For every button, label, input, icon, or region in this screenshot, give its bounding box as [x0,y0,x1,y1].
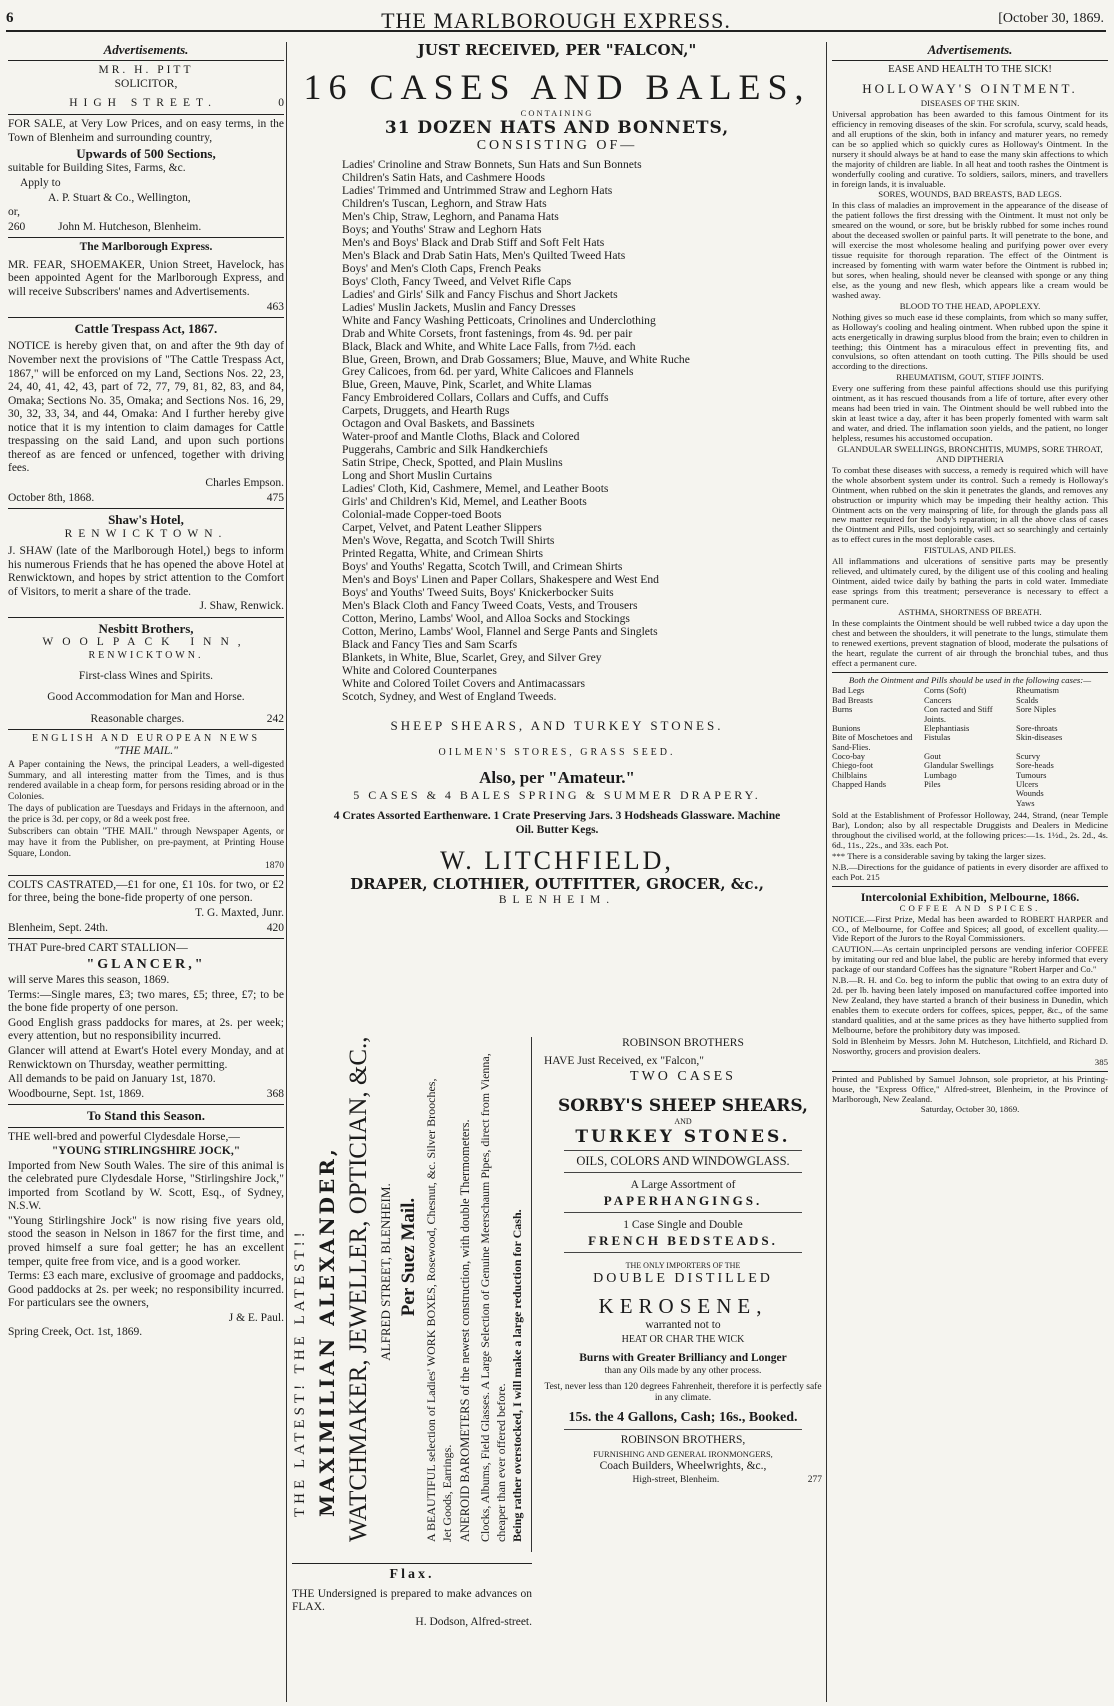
ad-date: October 8th, 1868. [8,491,95,504]
ad-sale [8,118,284,234]
ad-title: Shaw's Hotel, [108,512,184,528]
ad-text: All demands to be paid on January 1st, 1870. [8,1073,216,1086]
goods-item: Boys' and Men's Cloth Caps, French Peaks [342,261,542,275]
goods-item: Ladies' and Girls' Silk and Fancy Fischus and Short Jackets [342,287,618,301]
ad-date: Woodbourne, Sept. 1st, 1869. [8,1087,145,1100]
ad-text: DOUBLE DISTILLED [593,1271,773,1287]
goods-item: Boys' and Youths' Regatta, Scotch Twill, and Crimean Shirts [342,560,623,574]
ad-text: NOTICE.—First Prize, Medal has been awarded to ROBERT HARPER and CO., of Melbourne, for Coffee and Spices; all good, of excellent quality.—Vide Report of the Jurors to the Royal Commissioners. [832,913,1108,944]
ad-signature: Charles Empson. [205,477,284,490]
goods-item: Octagon and Oval Baskets, and Bassinets [342,417,535,431]
ad-text: Good English grass paddocks for mares, at 2s. per week; every attention, but no responsibility incurred. [8,1016,284,1043]
ad-title: KEROSENE, [598,1293,768,1318]
ad-signature: T. G. Maxted, Junr. [195,906,284,919]
ad-text: THE well-bred and powerful Clydesdale Horse,— [8,1130,240,1143]
ailment-item [924,789,1016,798]
ad-text: First-class Wines and Spirits. [78,669,214,682]
ad-text: Imported from New South Wales. The sire of this animal is the celebrated pure Clydesdale Horse, "Stirlingshire Jock," imported from Scotland by W. Scott, Esq., of Sydney, N.S.W. [8,1159,284,1213]
ad-robinson [544,1037,822,1677]
ad-title: Per Suez Mail. [398,1197,419,1317]
ad-subtitle: ASTHMA, SHORTNESS OF BREATH. [898,606,1042,617]
ad-text: AND [674,1116,692,1126]
goods-item: Ladies' Crinoline and Straw Bonnets, Sun Hats and Sun Bonnets [342,157,642,171]
ad-text: HAVE Just Received, ex "Falcon," [544,1054,704,1067]
goods-item: Children's Tuscan, Leghorn, and Straw Hats [342,196,547,210]
ad-title: To Stand this Season. [86,1108,205,1124]
ad-title: Cattle Trespass Act, 1867. [74,321,218,337]
ad-text: MR. FEAR, SHOEMAKER, Union Street, Havelock, has been appointed Agent for the Marlborough Express, and will receive Subscribers' names and Advertisements. [8,258,284,298]
goods-item: Men's and Boys' Linen and Paper Collars, Shakespere and West End [342,573,659,587]
issue-date: [October 30, 1869. [998,11,1104,26]
ad-text: A BEAUTIFUL selection of Ladies' WORK BOXES, Rosewood, Chesnut, &c. Silver Brooches, Jet Goods, Earrings. [424,1078,454,1542]
section-heading: Advertisements. [927,42,1013,57]
ad-number: 242 [266,712,284,725]
ad-glancer [8,942,284,1101]
ad-subtitle: CONTAINING [520,108,594,119]
goods-item: Scotch, Sydney, and West of England Tweeds. [342,690,557,704]
ad-text: The days of publication are Tuesdays and Fridays in the afternoon, and the price is 3d. per copy, or 8d a week post free. [8,804,284,826]
ad-text: N.B.—Directions for the guidance of patients in every disorder are affixed to each Pot. [832,861,1108,882]
ad-text: THE LATEST! THE LATEST!! [292,1228,308,1517]
goods-item: Men's Chip, Straw, Leghorn, and Panama Hats [342,209,559,223]
goods-item: Men's and Boys' Black and Drab Stiff and Soft Felt Hats [342,235,605,249]
ailment-item: Gout [924,750,941,761]
ad-title: ROBINSON BROTHERS [622,1037,744,1049]
ad-text: Apply to [20,177,61,190]
ad-pitt [8,64,284,111]
goods-item: Satin Stripe, Check, Spotted, and Plain Muslins [342,456,563,470]
ad-text: OILMEN'S STORES, GRASS SEED. [438,747,676,759]
ad-signature: J & E. Paul. [228,1311,284,1324]
ailment-item: Sore-throats [1016,722,1058,733]
ad-subtitle: RENWICKTOWN. [88,649,204,661]
goods-item: Men's Black Cloth and Fancy Tweed Coats, Vests, and Trousers [342,599,638,613]
ailment-item: Piles [924,778,941,789]
ad-subtitle: FISTULAS, AND PILES. [924,545,1016,556]
ad-text: FURNISHING AND GENERAL IRONMONGERS, [593,1449,773,1460]
goods-item: Colonial-made Copper-toed Boots [342,508,502,522]
ad-number: 277 [807,1474,822,1485]
ad-text: Sold at the Establishment of Professor Holloway, 244, Strand, (near Temple Bar), London; also by all respectable Druggists and Dealers in Medicine throughout the civilised world, at the following prices:—1s. 1½d., 2s. 2d., 4s. 6d., 11s., 22s., and 33s. each Pot. [832,809,1108,850]
goods-item: Carpets, Druggets, and Hearth Rugs [342,404,510,418]
ad-cattle [8,321,284,505]
ad-text: 4 Crates Assorted Earthenware. 1 Crate Preserving Jars. 3 Hodsheads Glassware. Machine Oil. Butter Kegs. [333,810,781,836]
ad-text: A. P. Stuart & Co., Wellington, [48,191,191,204]
ad-text: suitable for Building Sites, Farms, &c. [8,162,186,175]
ad-subtitle: DISEASES OF THE SKIN. [920,98,1020,109]
ailment-item [924,799,1016,808]
ad-text: will serve Mares this season, 1869. [8,974,170,987]
ailment-item: Bunions [832,722,861,733]
newspaper-title: THE MARLBOROUGH EXPRESS. [381,8,731,33]
ad-title: WATCHMAKER, JEWELLER, OPTICIAN, &C., [345,1036,372,1542]
ailment-item: Sore Niples [1016,704,1056,715]
ailments-list [832,686,1108,807]
ad-text: HEAT OR CHAR THE WICK [621,1333,745,1345]
column-right [832,42,1108,1702]
ad-title: Flax. [389,1567,435,1582]
goods-item: Men's Wove, Regatta, and Scotch Twill Shirts [342,534,555,548]
ailment-item: Rheumatism [1016,685,1059,696]
goods-item: Long and Short Muslin Curtains [342,469,493,483]
ad-number: 0 [278,97,284,110]
ad-text: warranted not to [645,1319,721,1332]
ad-number: 260 [8,220,26,233]
ad-subtitle: Both the Ointment and Pills should be used in the following cases:— [848,674,1092,685]
ad-text: Terms: £3 each mare, exclusive of groomage and paddocks, Good paddocks at 2s. per week; no responsibility incurred. For particulars see the owners, [8,1270,284,1310]
goods-item: White and Colored Counterpanes [342,664,497,678]
ad-title: "YOUNG STIRLINGSHIRE JOCK," [51,1145,241,1158]
ad-title: MR. H. PITT [98,64,194,77]
goods-item: White and Fancy Washing Petticoats, Crinolines and Underclothing [342,313,656,327]
ad-title: TURKEY STONES. [575,1127,791,1148]
ad-shaw [8,512,284,614]
ad-text: THE Undersigned is prepared to make advances on FLAX. [292,1587,532,1614]
imprint: Printed and Published by Samuel Johnson, sole proprietor, at his Printing-house, the "Express Office," Alfred-street, Blenheim, in the Province of Marlborough, New Zealand. [832,1073,1108,1104]
ad-text: Subscribers can obtain "THE MAIL" through Newspaper Agents, or may have it from the Publisher, on pre-payment, at Printing House Square, London. [8,827,284,859]
column-left [8,42,284,1702]
ad-text: ANEROID BAROMETERS of the newest construction, with double Thermometers. [458,1119,472,1542]
ad-colts [8,879,284,935]
ad-number: 385 [1094,1056,1108,1067]
goods-item: Black, Black and White, and White Lace Falls, from 7½d. each [342,339,636,353]
ad-subtitle: RENWICKTOWN. [64,527,228,540]
goods-item: Water-proof and Mantle Cloths, Black and Colored [342,430,580,444]
ad-number: 1870 [265,860,284,871]
ad-alexander-rotated [292,1037,532,1552]
ailment-item: Elephantiasis [924,722,970,733]
ad-text: Coach Builders, Wheelwrights, &c., [599,1460,767,1473]
ailment-item: Bad Breasts [832,694,873,705]
goods-item: Men's Black and Drab Satin Hats, Men's Quilted Tweed Hats [342,248,626,262]
ad-title: MAXIMILIAN ALEXANDER, [315,1146,339,1517]
ad-date: Blenheim, Sept. 24th. [8,921,108,934]
ad-date: Spring Creek, Oct. 1st, 1869. [8,1326,143,1339]
ad-mail [8,733,284,872]
ad-text: Sold in Blenheim by Messrs. John M. Hutcheson, Litchfield, and Richard D. Nosworthy, grocers and provision dealers. [832,1035,1108,1056]
ad-text: In these complaints the Ointment should be well rubbed twice a day upon the chest and between the shoulders, it will penetrate to the lungs, stimulate them to renewed exertions, prevent stagnation of blood, moderate the pulsations of the heart, regulate the current of air through the bronchial tubes, and thus effect a permanent cure. [832,617,1108,668]
ailment-item: Ulcers [1016,778,1039,789]
ailment-item [832,799,924,808]
ad-text: Being rather overstocked, I will make a large reduction for Cash. [510,1209,524,1542]
ad-text: Good Accommodation for Man and Horse. [47,691,245,704]
ad-text: A Large Assortment of [630,1178,736,1191]
goods-item: Cotton, Merino, Lambs' Wool, Flannel and Serge Pants and Singlets [342,625,658,639]
ad-text: Burns with Greater Brilliancy and Longer [579,1351,787,1364]
ad-nesbitt [8,621,284,726]
ailment-item: Coco-bay [832,750,866,761]
goods-item: Black and Fancy Ties and Sam Scarfs [342,638,518,652]
ad-title: Intercolonial Exhibition, Melbourne, 1866. [860,889,1080,904]
imprint-date: Saturday, October 30, 1869. [920,1104,1020,1115]
ad-text: Nothing gives so much ease id these complaints, from which so many suffer, as Holloway's cooling and healing ointment. When rubbed upon the spine it acts energetically in drawing surplus blood from the brain; even to children in teething; this Ointment has a miraculous effect in preventing fits, and convulsions, so often attendant on tooth cutting. The Pills should be used according to the directions. [832,311,1108,372]
ad-number: 215 [866,871,880,882]
goods-item: Boys' and Youths' Tweed Suits, Boys' Knickerbocker Suits [342,586,614,600]
goods-item: Ladies' Trimmed and Untrimmed Straw and Leghorn Hats [342,183,613,197]
ailment-item: Chiego-foot [832,760,874,771]
ad-text: CAUTION.—As certain unprincipled persons are vending inferior COFFEE by imitating our red and blue label, the public are hereby informed that every package of our standard Coffees has the signature "Robert Harper and Co." [832,944,1108,975]
ailment-item: Lumbago [924,769,957,780]
goods-item: Ladies' Cloth, Kid, Cashmere, Memel, and Leather Boots [342,482,609,496]
ailment-item [832,789,924,798]
ailment-item: Chapped Hands [832,778,887,789]
ad-title: ENGLISH AND EUROPEAN NEWS [31,733,261,745]
ad-text: BLENHEIM. [498,893,616,906]
ad-text: SHEEP SHEARS, AND TURKEY STONES. [390,718,724,734]
ailment-item: Bad Legs [832,685,865,696]
ad-text: John M. Hutcheson, Blenheim. [58,220,202,233]
ad-text: To combat these diseases with success, a remedy is required which will have the whole absorbent system under its control. Such a remedy is Holloway's Ointment, when rubbed on the skin it penetrates the glands, and removes any obstruction or impurity which may be impeding their healthy action. This Ointment acts on the very mainspring of life, for through the glands pass all new matter required for the body's reparation; in all the above class of cases the Ointment and Pills, used conjointly, will act so searchingly and certainly as to effect cures in the most deplorable cases. [832,464,1108,545]
goods-item: Ladies' Muslin Jackets, Muslin and Fancy Dresses [342,300,576,314]
ailment-item: Wounds [1016,788,1044,799]
ad-text: *** There is a considerable saving by taking the larger sizes. [832,850,1046,861]
column-rule [826,42,827,1702]
ad-text: 1 Case Single and Double [623,1218,743,1231]
goods-item: Girls' and Children's Kid, Memel, and Leather Boots [342,495,587,509]
ad-title: W. LITCHFIELD, [440,845,674,875]
ad-subtitle: "THE MAIL." [114,745,178,758]
ad-text: or, [8,206,20,219]
ad-text: HIGH STREET. [69,97,218,110]
ad-title: Nesbitt Brothers, [98,620,194,636]
ad-number: 475 [266,491,284,504]
ad-flax [292,1560,532,1630]
ad-text: Terms:—Single mares, £3; two mares, £5; three, £7; to be the bone fide property of one person. [8,988,284,1015]
ad-subtitle: SOLICITOR, [114,77,178,90]
ad-title: The Marlborough Express. [79,241,213,254]
ad-text: 5 CASES & 4 BALES SPRING & SUMMER DRAPERY. [353,788,761,803]
ailment-item: Corns (Soft) [924,685,967,696]
goods-item: Boys; and Youths' Straw and Leghorn Hats [342,222,542,236]
ad-text: J. SHAW (late of the Marlborough Hotel,) begs to inform his numerous Friends that he has opened the above Hotel at Renwicktown, and hopes by strict attention to the Comfort of Visitors, to merit a share of the trade. [8,545,284,598]
masthead [6,6,1106,32]
goods-item: White and Colored Toilet Covers and Antimacassars [342,677,586,691]
goods-item: Cotton, Merino, Lambs' Wool, and Alloa Socks and Stockings [342,612,630,626]
ailment-item: Con racted and Stiff Joints. [924,704,993,724]
section-heading: Advertisements. [103,42,189,57]
column-rule [286,42,287,1702]
ad-text: All inflammations and ulcerations of sensitive parts may be presently relieved, and ultimately cured, by the diligent use of this cooling and healing Ointment, aided twice daily by bathing the parts in cold water. Immediate ease springs from this treatment; perseverance is necessary to effect a permanent cure. [832,556,1108,606]
ad-signature: H. Dodson, Alfred-street. [415,1615,532,1628]
ad-agent [8,241,284,314]
ad-text: Every one suffering from these painful affections should use this purifying ointment, as it has rescued thousands from a life of torture, after every other means had been tried in vain. The Ointment should be well rubbed into the skin at least twice a day, after it has been properly fomented with warm salt and water, and dried. The inflamation soon yields, and the patient, no longer helpless, resumes his accustomed occupation. [832,383,1108,443]
goods-item: Printed Regatta, White, and Crimean Shirts [342,547,544,561]
ad-number: 463 [266,300,284,313]
ad-subtitle: RHEUMATISM, GOUT, STIFF JOINTS. [896,372,1044,383]
goods-item: Boys' Cloth, Fancy Tweed, and Velvet Rifle Caps [342,274,572,288]
ailment-item: Scalds [1016,694,1039,705]
ad-text: Universal approbation has been awarded to this famous Ointment for its efficiency in removing diseases of the skin. For scrofula, scurvy, scald heads, and all eruptions of the skin, both in infancy and maturer years, no remedy can be so applied which so quickly cures as Holloway's Ointment. In the nursery it should always be at hand to ease the many skin affections to which the majority of children are liable. In all heat and tooth rashes the Ointment is wonderfully cooling and curative. To soldiers, sailors, miners, and travellers in foreign lands, it is invaluable. [832,108,1108,189]
ad-big-title: 16 CASES AND BALES, [303,66,811,107]
ad-text: FOR SALE, at Very Low Prices, and on easy terms, in the Town of Blenheim and surrounding country, [8,118,284,144]
ailment-item: Cancers [924,694,952,705]
ad-text: In this class of maladies an improvement in the appearance of the disease of the patient follows the first dressing with the Ointment. It must not only be smeared on the wound, or sore, but be briskly rubbed for some inches round about the deceased swollen or painful parts. It will penetrate to the bone, and will exercise the most wholesome healing and purifying power over every tissue requisite for thorough reparation. The effect of the Ointment is increased by fomenting with warm water before the Ointment is rubbed in; but sores, when healing, should never be cleansed with sponge or any thing else, as the young and new flesh, which appears like a cream would be washed away. [832,200,1108,300]
ad-title: HOLLOWAY'S OINTMENT. [862,80,1078,96]
ad-number: 420 [266,921,284,934]
goods-item: Grey Calicoes, from 6d. per yard, White Calicoes and Flannels [342,365,634,379]
goods-item: Drab and White Corsets, front fastenings, from 4s. 9d. per pair [342,326,633,340]
ad-text: A Paper containing the News, the principal Leaders, a well-digested Summary, and all interesting matter from the Times, and is thus rendered available in a cheap form, for persons residing abroad or in the Colonies. [8,759,284,803]
ad-text: than any Oils made by any other process. [604,1366,762,1377]
ad-title: Also, per "Amateur." [479,768,635,788]
ad-subtitle: COFFEE AND SPICES. [899,902,1041,913]
ad-text: NOTICE is hereby given that, on and after the 9th day of November next the provisions of "The Cattle Trespass Act, 1867," will be enforced on my Land, Sections Nos. 22, 23, 24, 40, 41, 42, 43, part of 72, 77, 79, 81, 82, 83, and 84, Omaka; Sections No. 35, Omaka; and Sections Nos. 16, 29, 30, 32, 33, 34, and 44, Omaka: And I further hereby give notice that it is my intention to claim damages for Cattle trespassing on the said Land, and upon such portions thereof as are fenced or unfenced, together with driving fees. [8,340,284,475]
ad-number: 368 [266,1087,284,1100]
ailment-item: Bite of Moschetoes and Sand-Flies. [832,732,913,752]
ad-text: OILS, COLORS AND WINDOWGLASS. [576,1154,790,1169]
ad-text: N.B.—R. H. and Co. beg to inform the public that owing to an extra duty of 2d. per lb. having been lately imposed on manufactured coffee imported into New Zealand, they have started a branch of their business in Dunedin, which enables them to execute orders for coffees, spices, pepper, &c., of the same standard qualities, and at the same prices as they have hitherto supplied from Melbourne, before the prohibitory duty was imposed. [832,975,1108,1035]
ad-text: ALFRED STREET, BLENHEIM. [378,1183,393,1361]
ad-text: High-street, Blenheim. [632,1474,720,1485]
ad-headline: JUST RECEIVED, PER "FALCON," [417,42,697,59]
ad-title: ROBINSON BROTHERS, [620,1434,746,1447]
ad-title: "GLANCER," [86,956,206,972]
ailment-item: Scurvy [1016,750,1041,761]
goods-item: Blankets, in White, Blue, Scarlet, Grey, and Silver Grey [342,651,602,665]
goods-item: Carpet, Velvet, and Patent Leather Slippers [342,521,542,535]
goods-item: Blue, Green, Brown, and Drab Gossamers; Blue, Mauve, and White Ruche [342,352,690,366]
goods-item: Puggerahs, Cambric and Silk Handkerchiefs [342,443,548,457]
goods-list [292,158,822,703]
ad-title: PAPERHANGINGS. [603,1193,763,1209]
ad-text: THAT Pure-bred CART STALLION— [8,942,188,955]
ailment-item: Tumours [1016,769,1047,780]
ad-signature: J. Shaw, Renwick. [199,600,284,613]
ad-text: Reasonable charges. [90,712,185,725]
ad-title: 31 DOZEN HATS AND BONNETS, [384,118,730,139]
goods-item: Blue, Green, Mauve, Pink, Scarlet, and White Llamas [342,378,592,392]
ailment-item: Chilblains [832,769,867,780]
ad-title: EASE AND HEALTH TO THE SICK! [888,64,1052,76]
ad-text: THE ONLY IMPORTERS OF THE [625,1260,741,1270]
ad-text: 15s. the 4 Gallons, Cash; 16s., Booked. [568,1409,798,1425]
ailment-item: Glandular Swellings [924,760,994,771]
ad-text: Test, never less than 120 degrees Fahrenheit, therefore it is perfectly safe in any climate. [544,1381,822,1403]
ad-subtitle: WOOLPACK INN, [42,636,250,649]
column-center [292,42,822,1702]
ad-text: "Young Stirlingshire Jock" is now rising five years old, stood the season in Nelson in 1867 for the first time, and proved himself a sure foal getter; he has an excellent temper, quite free from vice, and is a good worker. [8,1214,284,1268]
ailment-item: Skin-diseases [1016,732,1063,743]
ad-stand [8,1108,284,1340]
ad-title: Upwards of 500 Sections, [76,146,216,162]
ad-subtitle: BLOOD TO THE HEAD, APOPLEXY. [899,300,1041,311]
ad-text: Clocks, Albums, Field Glasses. A Large Selection of Genuine Meerschaum Pipes, direct from Vienna, cheaper than ever offered before. [478,1053,508,1542]
ad-text: TWO CASES [630,1069,736,1085]
ad-subtitle: CONSISTING OF— [476,138,638,154]
ad-text: COLTS CASTRATED,—£1 for one, £1 10s. for two, or £2 for three, being the bone-fide property of one person. [8,878,284,905]
ad-title: SORBY'S SHEEP SHEARS, [558,1095,808,1116]
page-number: 6 [6,10,14,26]
ad-subtitle: SORES, WOUNDS, BAD BREASTS, BAD LEGS. [878,189,1062,200]
ailment-item: Sore-heads [1016,760,1054,771]
ad-title: FRENCH BEDSTEADS. [588,1233,778,1249]
goods-item: Children's Satin Hats, and Cashmere Hoods [342,170,546,184]
ailment-item: Yaws [1016,797,1035,808]
ad-subtitle: DRAPER, CLOTHIER, OUTFITTER, GROCER, &c., [350,875,764,894]
ad-subtitle: GLANDULAR SWELLINGS, BRONCHITIS, MUMPS, SORE THROAT, AND DIPTHERIA [837,443,1103,464]
goods-item: Fancy Embroidered Collars, Collars and Cuffs, and Cuffs [342,391,609,405]
ailment-item: Fistulas [924,732,951,743]
ad-text: Glancer will attend at Ewart's Hotel every Monday, and at Renwicktown on Thursday, weather permitting. [8,1044,284,1071]
ailment-item: Burns [832,704,853,715]
